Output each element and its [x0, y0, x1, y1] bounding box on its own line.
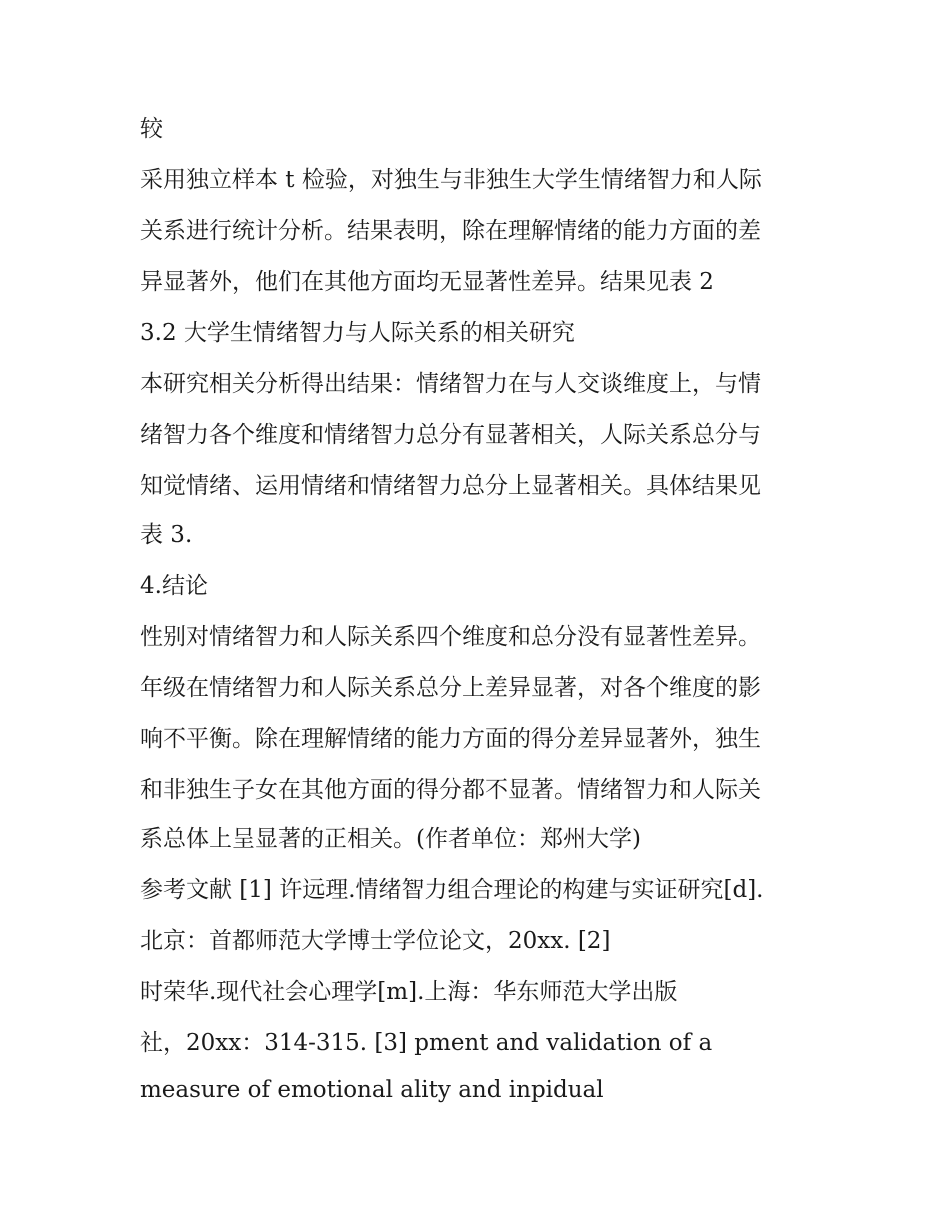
text-line-3: 关系进行统计分析。结果表明，除在理解情绪的能力方面的差	[140, 218, 761, 244]
references-line-3: 时荣华.现代社会心理学[m].上海：华东师范大学出版	[140, 979, 678, 1005]
section-heading-3-2: 3.2 大学生情绪智力与人际关系的相关研究	[140, 320, 575, 346]
text-line-13: 响不平衡。除在理解情绪的能力方面的得分差异显著外，独生	[140, 726, 761, 752]
text-line-15: 系总体上呈显著的正相关。(作者单位：郑州大学)	[140, 826, 641, 852]
references-line-5: measure of emotional ality and inpidual	[140, 1077, 604, 1103]
references-line-4: 社，20xx：314-315. [3] pment and validation of a	[140, 1030, 713, 1056]
text-line-4: 异显著外，他们在其他方面均无显著性差异。结果见表 2	[140, 269, 714, 295]
text-line-11: 性别对情绪智力和人际关系四个维度和总分没有显著性差异。	[140, 624, 761, 650]
section-heading-conclusion: 4.结论	[140, 573, 208, 599]
text-line-2: 采用独立样本 t 检验，对独生与非独生大学生情绪智力和人际	[140, 167, 762, 193]
references-line-1: 参考文献 [1] 许远理.情绪智力组合理论的构建与实证研究[d].	[140, 877, 764, 903]
text-line-12: 年级在情绪智力和人际关系总分上差异显著，对各个维度的影	[140, 675, 761, 701]
text-line-6: 本研究相关分析得出结果：情绪智力在与人交谈维度上，与情	[140, 371, 761, 397]
text-line-9: 表 3.	[140, 522, 193, 548]
text-line-7: 绪智力各个维度和情绪智力总分有显著相关，人际关系总分与	[140, 422, 761, 448]
text-line-1: 较	[140, 116, 163, 142]
text-line-8: 知觉情绪、运用情绪和情绪智力总分上显著相关。具体结果见	[140, 473, 761, 499]
references-line-2: 北京：首都师范大学博士学位论文，20xx. [2]	[140, 928, 611, 954]
text-line-14: 和非独生子女在其他方面的得分都不显著。情绪智力和人际关	[140, 777, 761, 803]
